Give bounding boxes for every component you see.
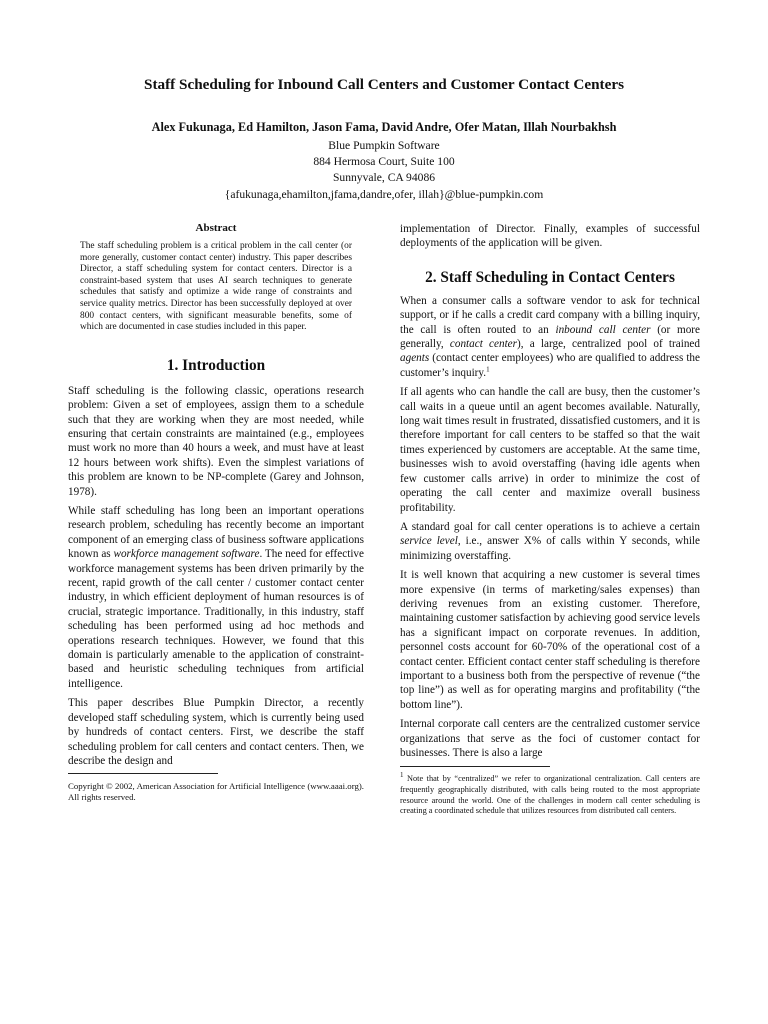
s2p3-text-a: A standard goal for call center operations is to achieve a certain xyxy=(400,520,700,533)
s2p1-text-d: (contact center employees) who are qualified to address the customer’s inquiry. xyxy=(400,352,700,379)
s2p3-text-b: , i.e., answer X% of calls within Y seconds, while minimizing overstaffing. xyxy=(400,535,700,562)
footnote-text: Note that by “centralized” we refer to organizational centralization. Call centers are frequently geographically distributed, with calls being routed to the most appropriate resource around the world. One of the challenges in modern call center scheduling is creating a coordinated schedule that utilizes resources from distributed call centers. xyxy=(400,774,700,816)
section-heading-introduction: 1. Introduction xyxy=(166,356,266,374)
section-heading-staff-scheduling: 2. Staff Scheduling in Contact Centers xyxy=(425,268,675,286)
intro-p2-text-a: While staff scheduling has long been an important operations research problem, scheduling has recently become an important component of an emerging class of business software applications known as xyxy=(68,505,364,561)
s2p1-text-b: (or more generally, xyxy=(400,323,700,351)
abstract-text: The staff scheduling problem is a critical problem in the call center (or more generally, customer contact center) industry. This paper describes Director, a staff scheduling system for contact centers. Director is a constraint-based system that uses AI search techniques to generate schedules that satisfy and optimize a wide range of constraints and service quality metrics. Director has been successfully deployed at over 800 contact centers, with significant measurable benefits, some of which are documented in case studies included in this paper. xyxy=(80,241,352,333)
affiliation-address-line-2: Sunnyvale, CA 94086 xyxy=(332,171,436,185)
footnote-divider xyxy=(400,766,550,767)
affiliation-emails: {afukunaga,ehamilton,jfama,dandre,ofer, illah}@blue-pumpkin.com xyxy=(224,187,544,201)
abstract-heading: Abstract xyxy=(195,222,237,234)
s2p1-emphasis-contact: contact center xyxy=(449,338,517,351)
copyright-notice: Copyright © 2002, American Association for Artificial Intelligence (www.aaai.org). All rights reserved. xyxy=(68,781,364,803)
s2p3-emphasis: service level xyxy=(400,535,458,548)
affiliation-block xyxy=(40,138,728,203)
section2-paragraph-2: If all agents who can handle the call are busy, then the customer’s call waits in a queue until an agent becomes available. Naturally, long wait times result in frustrated, dissatisfied customers, and it is therefore important for call centers to be staffed so that the wait times experienced by customers are acceptable. At the same time, businesses wish to avoid overstaffing (having idle agents when few customer calls arrive) in order to minimize the cost of operating the call center and maximize overall business profitability. xyxy=(400,386,700,514)
left-column xyxy=(68,222,364,803)
intro-continuation: implementation of Director. Finally, examples of successful deployments of the application will be given. xyxy=(400,223,700,250)
right-column xyxy=(400,222,700,817)
s2p1-emphasis-inbound: inbound call center xyxy=(555,323,651,336)
footnote-reference: 1 xyxy=(486,365,490,374)
section2-paragraph-4: It is well known that acquiring a new customer is several times more expensive (in terms of marketing/sales expenses) than deriving revenues from an existing customer. Therefore, maintaining customer satisfaction by achieving good service levels has a significant impact on corporate revenues. In addition, personnel costs account for 60-70% of the operational cost of a contact center. Efficient contact center staff scheduling is therefore important to a business both from the perspective of revenue (“the top line”) as well as for operating margins and profitability (“the bottom line”). xyxy=(400,569,700,711)
affiliation-address-line-1: 884 Hermosa Court, Suite 100 xyxy=(313,155,455,169)
copyright-divider xyxy=(68,773,218,774)
section2-paragraph-1 xyxy=(400,294,700,380)
section2-paragraph-5: Internal corporate call centers are the centralized customer service organizations that serve as the foci of customer contact for businesses. There is also a large xyxy=(400,718,700,759)
author-list: Alex Fukunaga, Ed Hamilton, Jason Fama, David Andre, Ofer Matan, Illah Nourbakhsh xyxy=(151,120,617,134)
footnote-mark: 1 xyxy=(400,771,404,780)
s2p1-emphasis-agents: agents xyxy=(400,352,430,365)
section2-paragraph-3 xyxy=(400,520,700,563)
intro-paragraph-3: This paper describes Blue Pumpkin Director, a recently developed staff scheduling system, which is currently being used by hundreds of contact centers. First, we describe the staff scheduling problem for call centers and contact centers. Then, we describe the design and xyxy=(68,697,364,767)
s2p1-text-c: ), a large, centralized pool of trained xyxy=(517,338,700,351)
intro-paragraph-2 xyxy=(68,504,364,691)
s2p1-text-a: When a consumer calls a software vendor to ask for technical support, or if he calls a credit card company with a billing inquiry, the call is often routed to an xyxy=(400,294,700,336)
footnote-1 xyxy=(400,771,700,816)
affiliation-org: Blue Pumpkin Software xyxy=(328,139,440,152)
intro-paragraph-1: Staff scheduling is the following classic, operations research problem: Given a set of employees, assign them to a schedule such that they are working when they are most needed, while ensuring that certain constraints are maintained (e.g., employees must work no more than 40 hours a week, and must have at least 12 hours between work shifts). Even the simplest variations of this problem are known to be NP-complete (Garey and Johnson, 1978). xyxy=(68,384,364,498)
intro-p2-emphasis: workforce management software xyxy=(113,548,260,561)
paper-title: Staff Scheduling for Inbound Call Centers and Customer Contact Centers xyxy=(144,76,624,93)
intro-p2-text-b: . The need for effective workforce management systems has been driven primarily by the recent, rapid growth of the call center / customer contact center industry, in which efficient deployment of human resources is of crucial, strategic importance. Traditionally, in this industry, staff scheduling has been performed using ad hoc methods and operations research techniques. However, we found that this domain is particularly amenable to the application of constraint-based and heuristic scheduling techniques from artificial intelligence. xyxy=(68,548,364,690)
